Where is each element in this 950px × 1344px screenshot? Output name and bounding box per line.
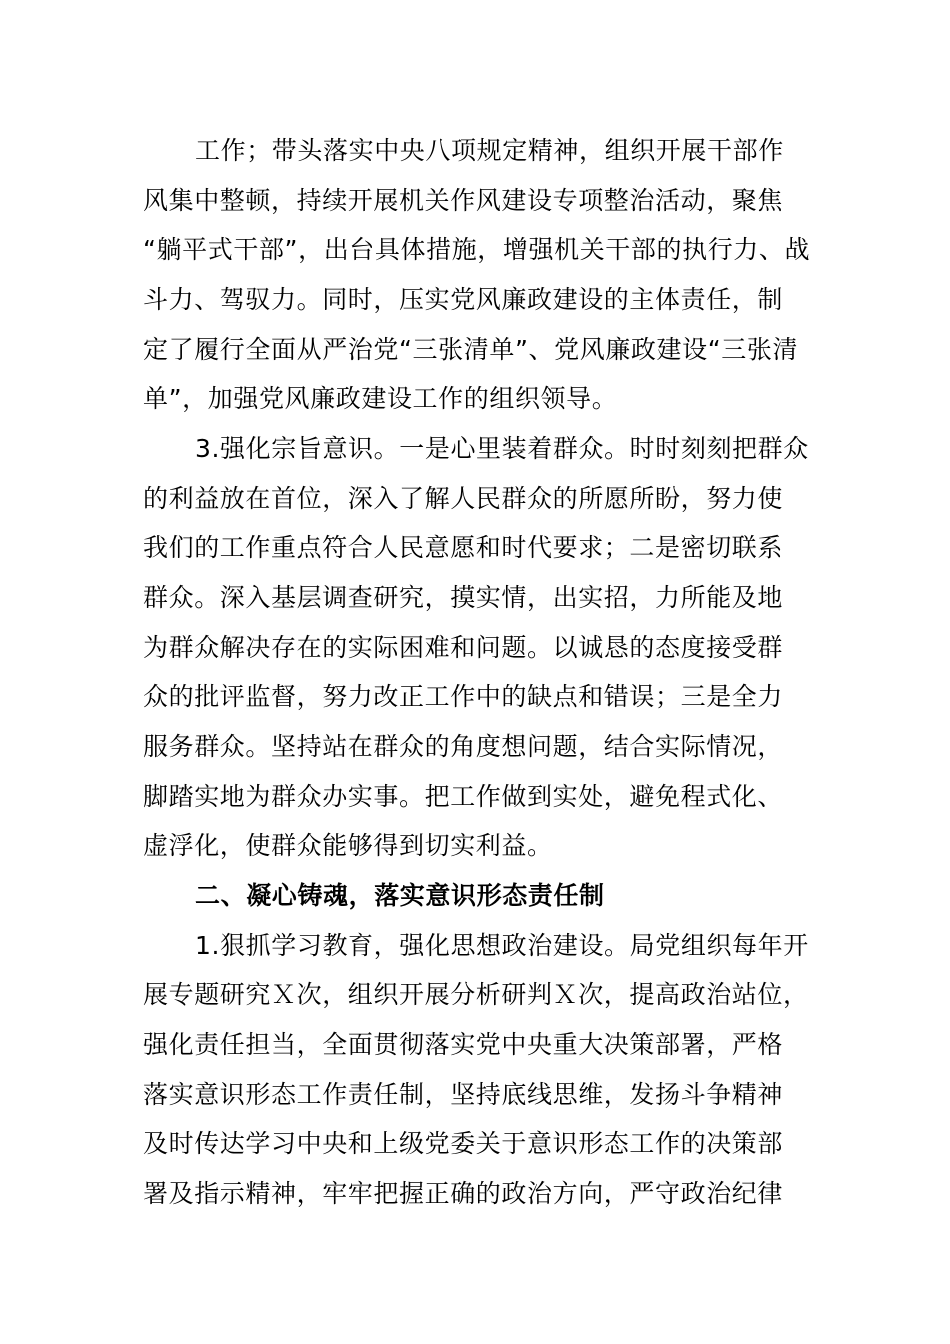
paragraph-line: “躺平式干部”，出台具体措施，增强机关干部的执行力、战	[143, 235, 811, 264]
paragraph-line: 虚浮化，使群众能够得到切实利益。	[143, 831, 553, 860]
paragraph-line: 及时传达学习中央和上级党委关于意识形态工作的决策部	[143, 1129, 784, 1158]
paragraph-line: 工作；带头落实中央八项规定精神，组织开展干部作	[195, 136, 784, 165]
paragraph-line: 1.狠抓学习教育，强化思想政治建设。局党组织每年开	[195, 931, 809, 960]
paragraph-line: 3.强化宗旨意识。一是心里装着群众。时时刻刻把群众	[195, 434, 809, 463]
section-heading: 二、凝心铸魂，落实意识形态责任制	[195, 881, 605, 910]
paragraph-line: 强化责任担当，全面贯彻落实党中央重大决策部署，严格	[143, 1030, 784, 1059]
paragraph-line: 落实意识形态工作责任制，坚持底线思维，发扬斗争精神	[143, 1080, 784, 1109]
paragraph-line: 单”，加强党风廉政建设工作的组织领导。	[143, 384, 618, 413]
paragraph-line: 服务群众。坚持站在群众的角度想问题，结合实际情况，	[143, 732, 784, 761]
paragraph-line: 风集中整顿，持续开展机关作风建设专项整治活动，聚焦	[143, 186, 784, 215]
paragraph-line: 群众。深入基层调查研究，摸实情，出实招，力所能及地	[143, 583, 784, 612]
paragraph-line: 我们的工作重点符合人民意愿和时代要求；二是密切联系	[143, 533, 784, 562]
paragraph-line: 斗力、驾驭力。同时，压实党风廉政建设的主体责任，制	[143, 285, 784, 314]
paragraph-line: 定了履行全面从严治党“三张清单”、党风廉政建设“三张清	[143, 335, 799, 364]
paragraph-line: 署及指示精神，牢牢把握正确的政治方向，严守政治纪律	[143, 1179, 784, 1208]
paragraph-line: 众的批评监督，努力改正工作中的缺点和错误；三是全力	[143, 682, 784, 711]
paragraph-line: 脚踏实地为群众办实事。把工作做到实处，避免程式化、	[143, 782, 784, 811]
paragraph-line: 展专题研究Ｘ次，组织开展分析研判Ｘ次，提高政治站位，	[143, 980, 809, 1009]
paragraph-line: 的利益放在首位，深入了解人民群众的所愿所盼，努力使	[143, 484, 784, 513]
paragraph-line: 为群众解决存在的实际困难和问题。以诚恳的态度接受群	[143, 633, 784, 662]
